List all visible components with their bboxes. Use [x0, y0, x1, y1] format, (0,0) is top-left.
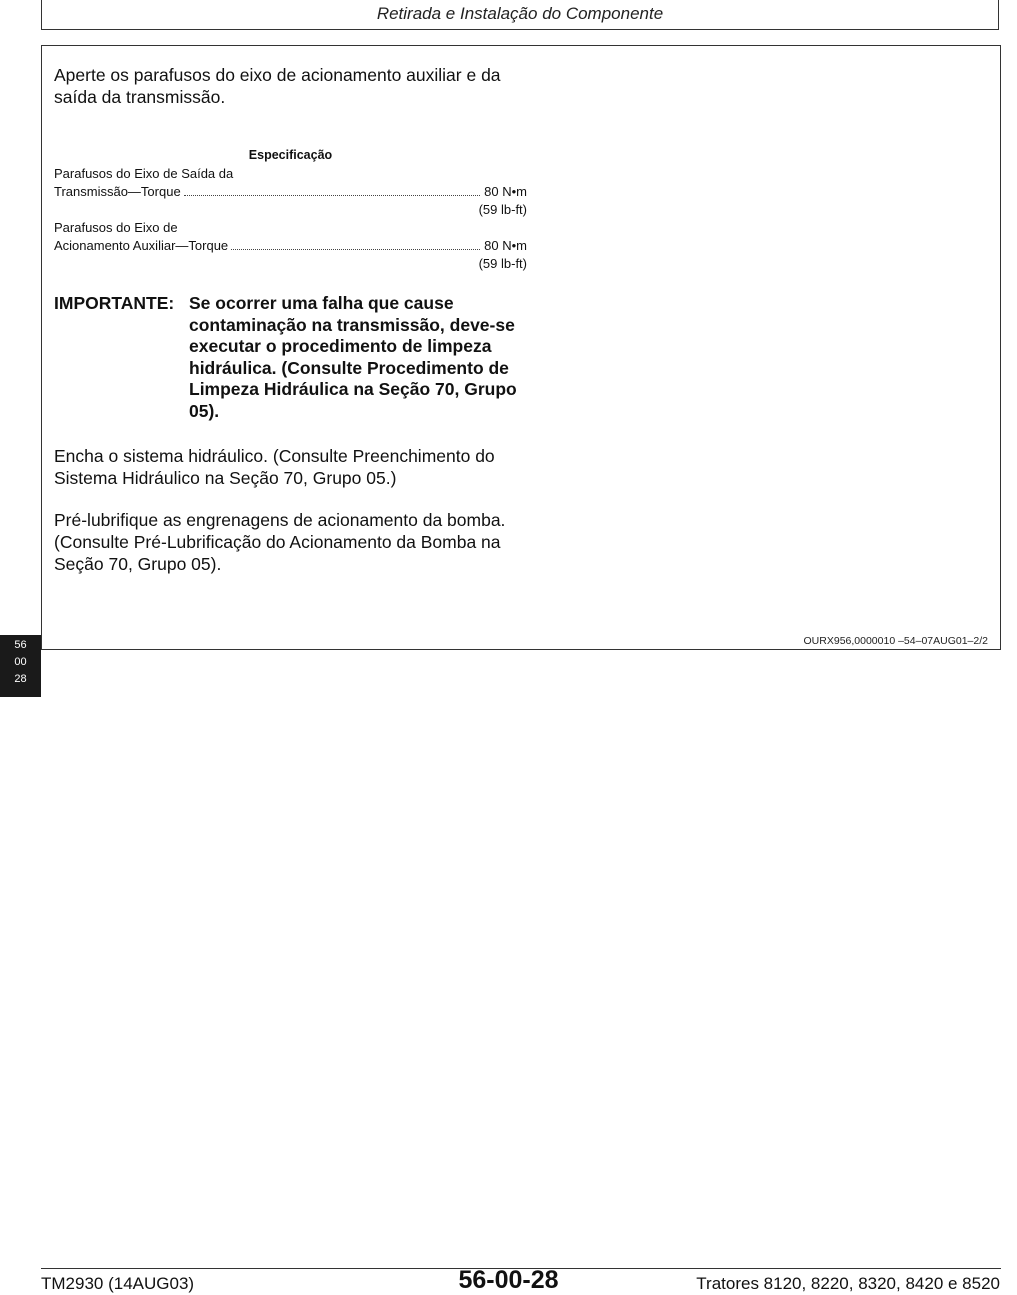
- spec-item-1-line1: Parafusos do Eixo de Saída da: [54, 166, 234, 181]
- leader-dots: [184, 194, 480, 196]
- content-box: [41, 45, 1001, 650]
- leader-dots: [231, 248, 480, 250]
- spec-heading: Especificação: [248, 148, 333, 162]
- hydraulic-fill-paragraph: Encha o sistema hidráulico. (Consulte Preenchimento do Sistema Hidráulico na Seção 70, Grupo 05.): [54, 446, 495, 488]
- page-number: 56-00-28: [458, 1266, 559, 1294]
- important-text: Se ocorrer uma falha que cause contaminação na transmissão, deve-se executar o procedimento de limpeza hidráulica. (Consulte Procedimento de Limpeza Hidráulica na Seção 70, Grupo 05).: [189, 293, 517, 421]
- spec-item-2-line1: Parafusos do Eixo de: [54, 220, 178, 235]
- reference-code: OURX956,0000010 –54–07AUG01–2/2: [803, 635, 988, 647]
- product-line: Tratores 8120, 8220, 8320, 8420 e 8520: [696, 1274, 1000, 1293]
- important-label: IMPORTANTE:: [54, 293, 175, 313]
- text-column: [54, 64, 527, 574]
- header-title: Retirada e Instalação do Componente: [376, 4, 664, 23]
- spec-item-1-value: 80 N•m: [484, 184, 527, 199]
- pre-lubrication-paragraph: Pré-lubrifique as engrenagens de acionamento da bomba. (Consulte Pré-Lubrificação do Acionamento da Bomba na Seção 70, Grupo 05).: [54, 510, 506, 574]
- spec-item-2-row: [54, 237, 527, 255]
- section-tab-line: 28: [14, 673, 27, 685]
- spec-item-1-label: Transmissão—Torque: [54, 184, 181, 199]
- spec-item-1-alt: (59 lb-ft): [478, 202, 527, 217]
- spec-item-1-row: [54, 183, 527, 201]
- spec-item-2-label: Acionamento Auxiliar—Torque: [54, 238, 229, 253]
- spec-item-2-value: 80 N•m: [484, 238, 527, 253]
- section-tab-line: 00: [14, 656, 27, 668]
- section-tab-line: 56: [14, 639, 27, 651]
- section-tab: [0, 635, 41, 697]
- page-header: [41, 0, 999, 30]
- manual-code: TM2930 (14AUG03): [41, 1274, 195, 1293]
- intro-paragraph: Aperte os parafusos do eixo de acionamento auxiliar e da saída da transmissão.: [54, 65, 501, 107]
- spec-item-2-alt: (59 lb-ft): [478, 256, 527, 271]
